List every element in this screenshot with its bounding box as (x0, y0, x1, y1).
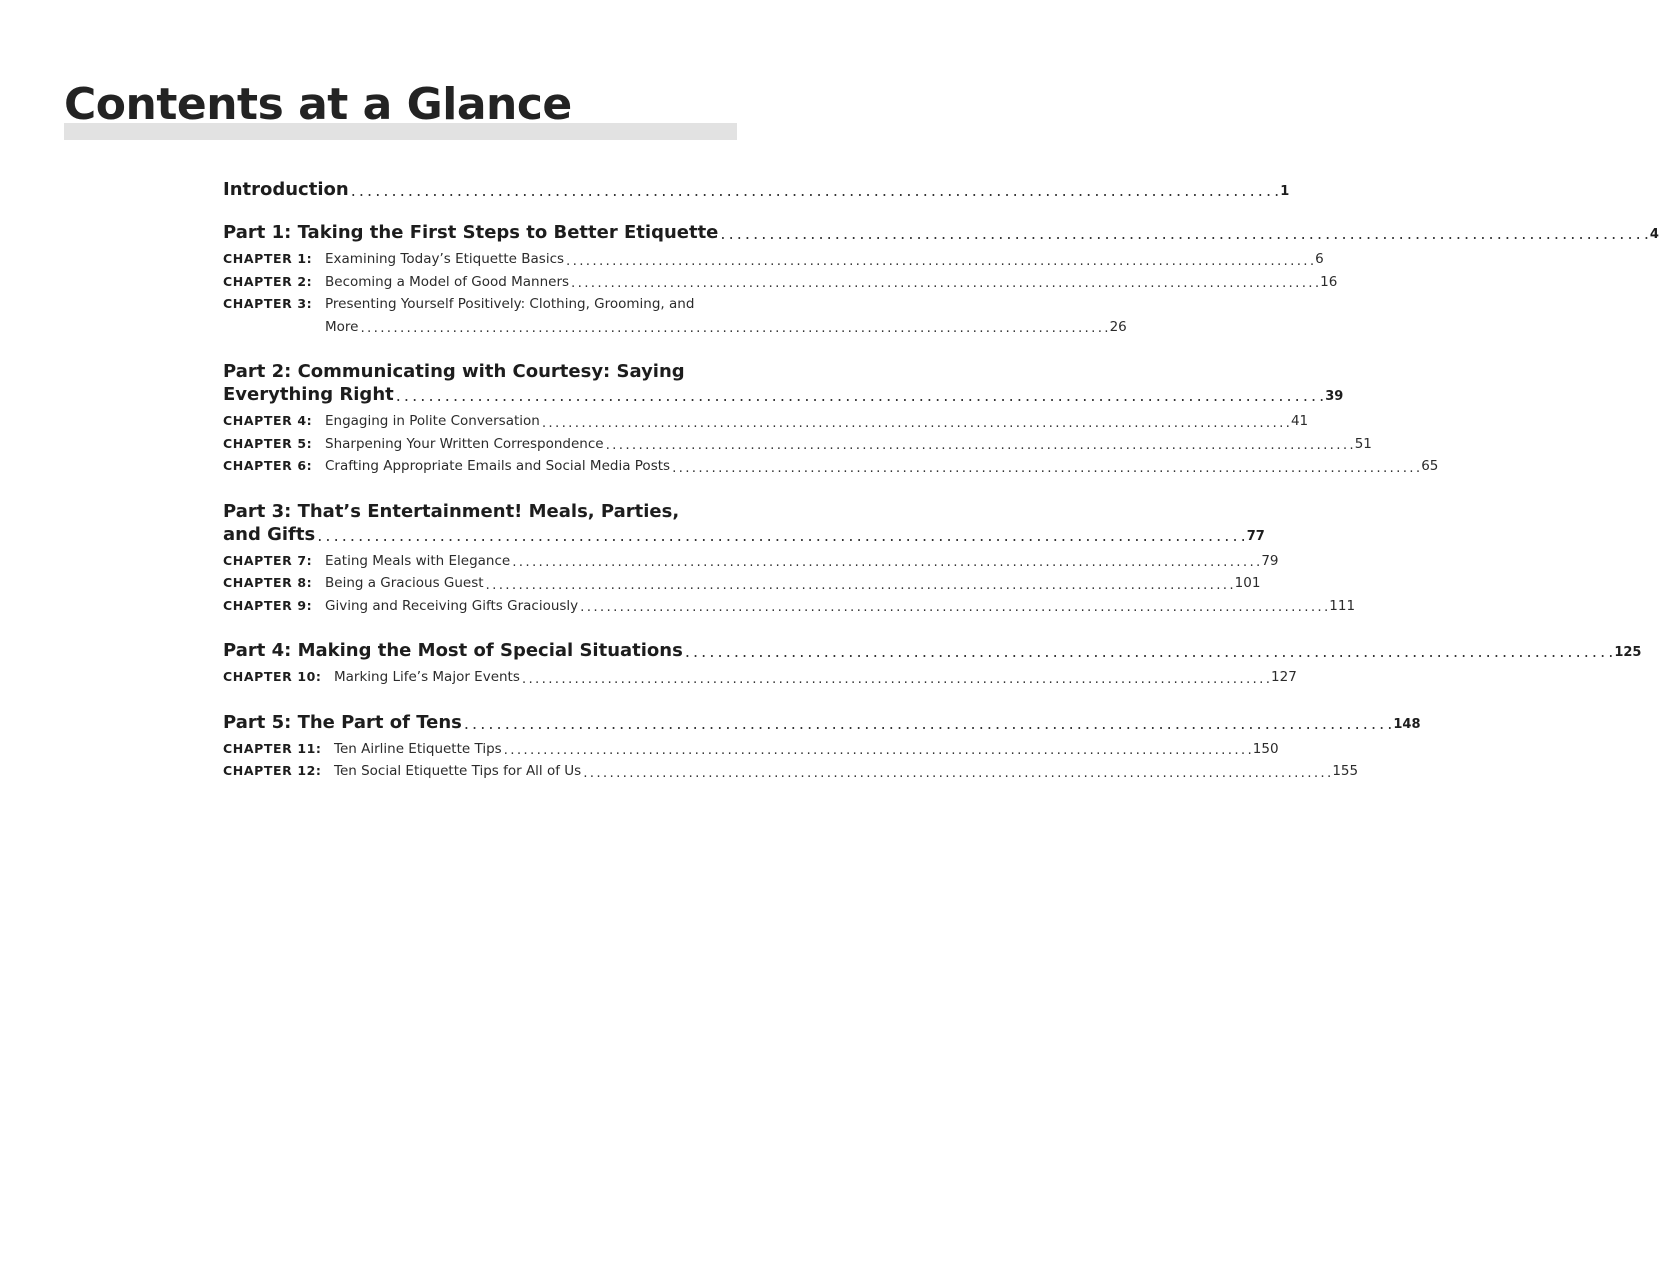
chapter-entry[interactable] (223, 550, 1279, 573)
chapter-label: CHAPTER 1: (223, 251, 313, 266)
dot-leader (564, 251, 1315, 271)
chapter-page: 16 (1320, 273, 1338, 290)
chapter-title: Giving and Receiving Gifts Graciously (325, 597, 579, 614)
toc-part-5 (223, 711, 1421, 783)
chapter-label: CHAPTER 6: (223, 458, 313, 473)
chapter-page: 26 (1109, 318, 1127, 335)
part-page: 4 (1649, 227, 1659, 242)
chapter-title: Engaging in Polite Conversation (325, 413, 540, 429)
dot-leader (394, 386, 1326, 406)
dot-leader (578, 597, 1329, 617)
chapter-page: 127 (1271, 669, 1297, 685)
part-title-line-1[interactable]: Part 3: That’s Entertainment! Meals, Parties, (223, 500, 680, 522)
chapter-label: CHAPTER 9: (223, 597, 313, 613)
chapter-entry[interactable] (223, 595, 1356, 618)
part-page: 77 (1246, 528, 1265, 544)
dot-leader (462, 714, 1394, 734)
toc-part-1 (223, 221, 1659, 338)
introduction-page: 1 (1280, 184, 1290, 199)
chapter-title: Becoming a Model of Good Manners (325, 273, 570, 290)
chapter-list (223, 666, 1297, 689)
toc-introduction (223, 178, 1290, 201)
chapter-label: CHAPTER 11: (223, 740, 322, 756)
dot-leader (510, 552, 1261, 572)
introduction-entry[interactable] (223, 178, 1290, 201)
chapter-label: CHAPTER 5: (223, 435, 313, 451)
chapter-page: 65 (1421, 458, 1439, 474)
dot-leader (520, 669, 1271, 689)
chapter-entry[interactable] (223, 666, 1297, 689)
part-entry[interactable] (223, 523, 1265, 546)
chapter-title: Ten Social Etiquette Tips for All of Us (334, 763, 582, 779)
chapter-title: Examining Today’s Etiquette Basics (325, 251, 565, 267)
chapter-label: CHAPTER 4: (223, 413, 313, 428)
dot-leader (502, 740, 1253, 760)
chapter-label: CHAPTER 2: (223, 273, 313, 289)
chapter-title: Eating Meals with Elegance (325, 552, 511, 569)
chapter-entry[interactable] (223, 248, 1324, 271)
part-page: 125 (1614, 645, 1642, 660)
chapter-entry[interactable] (223, 271, 1338, 294)
toc-part-4 (223, 639, 1642, 689)
chapter-page: 155 (1332, 763, 1359, 779)
page-title: Contents at a Glance (64, 79, 572, 130)
chapter-page: 111 (1329, 597, 1356, 614)
part-page: 39 (1325, 389, 1344, 404)
chapter-title-line-2: More (325, 318, 359, 335)
chapter-list (223, 248, 1338, 338)
table-of-contents (223, 178, 1659, 805)
dot-leader (540, 413, 1291, 433)
chapter-title: Being a Gracious Guest (325, 575, 484, 591)
toc-part-2 (223, 360, 1439, 478)
chapter-list (223, 738, 1359, 783)
chapter-page: 101 (1234, 575, 1261, 591)
chapter-label: CHAPTER 10: (223, 669, 322, 684)
dot-leader (581, 763, 1332, 783)
chapter-list (223, 550, 1356, 618)
dot-leader (683, 642, 1615, 662)
chapter-entry[interactable] (223, 410, 1309, 433)
chapter-label: CHAPTER 12: (223, 763, 322, 778)
dot-leader (484, 575, 1235, 595)
dot-leader (718, 224, 1650, 244)
chapter-label: CHAPTER 3: (223, 296, 313, 311)
dot-leader (358, 318, 1109, 338)
part-title: Part 4: Making the Most of Special Situations (223, 640, 683, 661)
part-title: Part 1: Taking the First Steps to Better Etiquette (223, 222, 719, 243)
chapter-title: Crafting Appropriate Emails and Social Media Posts (325, 458, 671, 474)
part-title-line-2: Everything Right (223, 384, 394, 405)
chapter-list (223, 410, 1439, 478)
chapter-title: Ten Airline Etiquette Tips (334, 740, 502, 757)
chapter-title: Sharpening Your Written Correspondence (325, 435, 604, 452)
page-header (64, 76, 737, 140)
part-title: Part 5: The Part of Tens (223, 711, 462, 733)
chapter-label: CHAPTER 8: (223, 575, 313, 590)
chapter-entry[interactable] (223, 293, 1127, 338)
dot-leader (569, 273, 1320, 293)
part-entry[interactable] (223, 383, 1344, 406)
part-entry[interactable] (223, 711, 1421, 734)
chapter-label: CHAPTER 7: (223, 552, 313, 568)
chapter-title: Marking Life’s Major Events (334, 669, 520, 685)
part-entry[interactable] (223, 221, 1659, 244)
toc-part-3 (223, 500, 1356, 618)
part-title-line-1[interactable]: Part 2: Communicating with Courtesy: Saying (223, 361, 685, 382)
chapter-page: 6 (1315, 251, 1324, 267)
dot-leader (604, 435, 1355, 455)
chapter-page: 150 (1252, 740, 1279, 757)
dot-leader (670, 458, 1421, 478)
chapter-page: 41 (1290, 413, 1309, 429)
chapter-title-line-1: Presenting Yourself Positively: Clothing, Grooming, and (325, 296, 695, 312)
chapter-entry[interactable] (223, 572, 1261, 595)
chapter-entry[interactable] (223, 455, 1439, 478)
dot-leader (315, 526, 1247, 546)
chapter-entry[interactable] (223, 738, 1279, 761)
part-title-line-2: and Gifts (223, 523, 316, 545)
part-page: 148 (1393, 716, 1421, 732)
introduction-title: Introduction (223, 179, 349, 200)
chapter-page: 79 (1261, 552, 1279, 569)
part-entry[interactable] (223, 639, 1642, 662)
chapter-page: 51 (1354, 435, 1372, 452)
chapter-entry[interactable] (223, 760, 1359, 783)
chapter-entry[interactable] (223, 433, 1372, 456)
dot-leader (349, 181, 1281, 201)
